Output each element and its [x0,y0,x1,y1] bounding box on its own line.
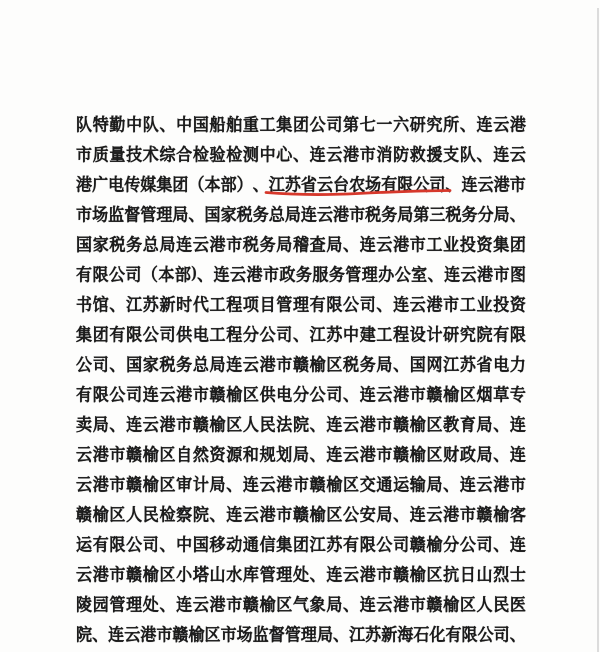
text-line: 公 司 、 国 家 税 务 总 局 连 云 港 市 赣 榆 区 税 务 局 、 国 网 江 苏 省 电 力 [76,355,526,375]
text-line: 市 质 量 技 术 综 合 检 验 检 测 中 心 、 连 云 港 市 消 防 救 援 支 队 、 连 云 [76,145,526,165]
text-line: 陵 园 管 理 处 、 连 云 港 市 赣 榆 区 气 象 局 、 连 云 港 市 赣 榆 区 人 民 医 [76,595,526,615]
text-line: 赣 榆 区 人 民 检 察 院 、 连 云 港 市 赣 榆 区 公 安 局 、 连 云 港 市 赣 榆 客 [76,505,526,525]
text-line: 云 港 市 赣 榆 区 自 然 资 源 和 规 划 局 、 连 云 港 市 赣 榆 区 财 政 局 、 连 [76,445,526,465]
text-line: 有 限 公 司 （ 本 部 ) 、 连 云 港 市 政 务 服 务 管 理 办 公 室 、 连 云 港 市 图 [76,263,526,285]
text-line: 港 广 电 传 媒 集 团 （ 本 部 ） 、 江 苏 省 云 台 农 场 有 限 公 司 、 连 云 港 市 [76,175,526,195]
text-line: 集 团 有 限 公 司 供 电 工 程 分 公 司 、 江 苏 中 建 工 程 设 计 研 究 院 有 限 [76,325,526,345]
text-line: 有 限 公 司 连 云 港 市 赣 榆 区 供 电 分 公 司 、 连 云 港 市 赣 榆 区 烟 草 专 [76,385,526,405]
text-line: 队 特 勤 中 队 、 中 国 船 舶 重 工 集 团 公 司 第 七 一 六 研 究 所 、 连 云 港 [76,115,526,135]
text-line: 卖 局 、 连 云 港 市 赣 榆 区 人 民 法 院 、 连 云 港 市 赣 榆 区 教 育 局 、 连 [76,415,526,435]
text-line: 国 家 税 务 总 局 连 云 港 市 税 务 局 稽 查 局 、 连 云 港 市 工 业 投 资 集 团 [76,235,526,255]
text-line: 院 、 连 云 港 市 赣 榆 区 市 场 监 督 管 理 局 、 江 苏 新 海 石 化 有 限 公 司 、 [76,625,526,645]
text-line: 运 有 限 公 司 、 中 国 移 动 通 信 集 团 江 苏 有 限 公 司 赣 榆 分 公 司 、 连 [76,535,526,555]
document-text-block [76,108,526,648]
text-line: 书 馆 、 江 苏 新 时 代 工 程 项 目 管 理 有 限 公 司 、 连 云 港 市 工 业 投 资 [76,295,526,315]
text-line: 云 港 市 赣 榆 区 小 塔 山 水 库 管 理 处 、 连 云 港 市 赣 榆 区 抗 日 山 烈 士 [76,565,526,585]
text-line: 云 港 市 赣 榆 区 审 计 局 、 连 云 港 市 赣 榆 区 交 通 运 输 局 、 连 云 港 市 [76,475,526,495]
scan-edge-line [597,8,599,652]
text-line: 市 场 监 督 管 理 局 、 国 家 税 务 总 局 连 云 港 市 税 务 局 第 三 税 务 分 局 、 [76,205,526,225]
